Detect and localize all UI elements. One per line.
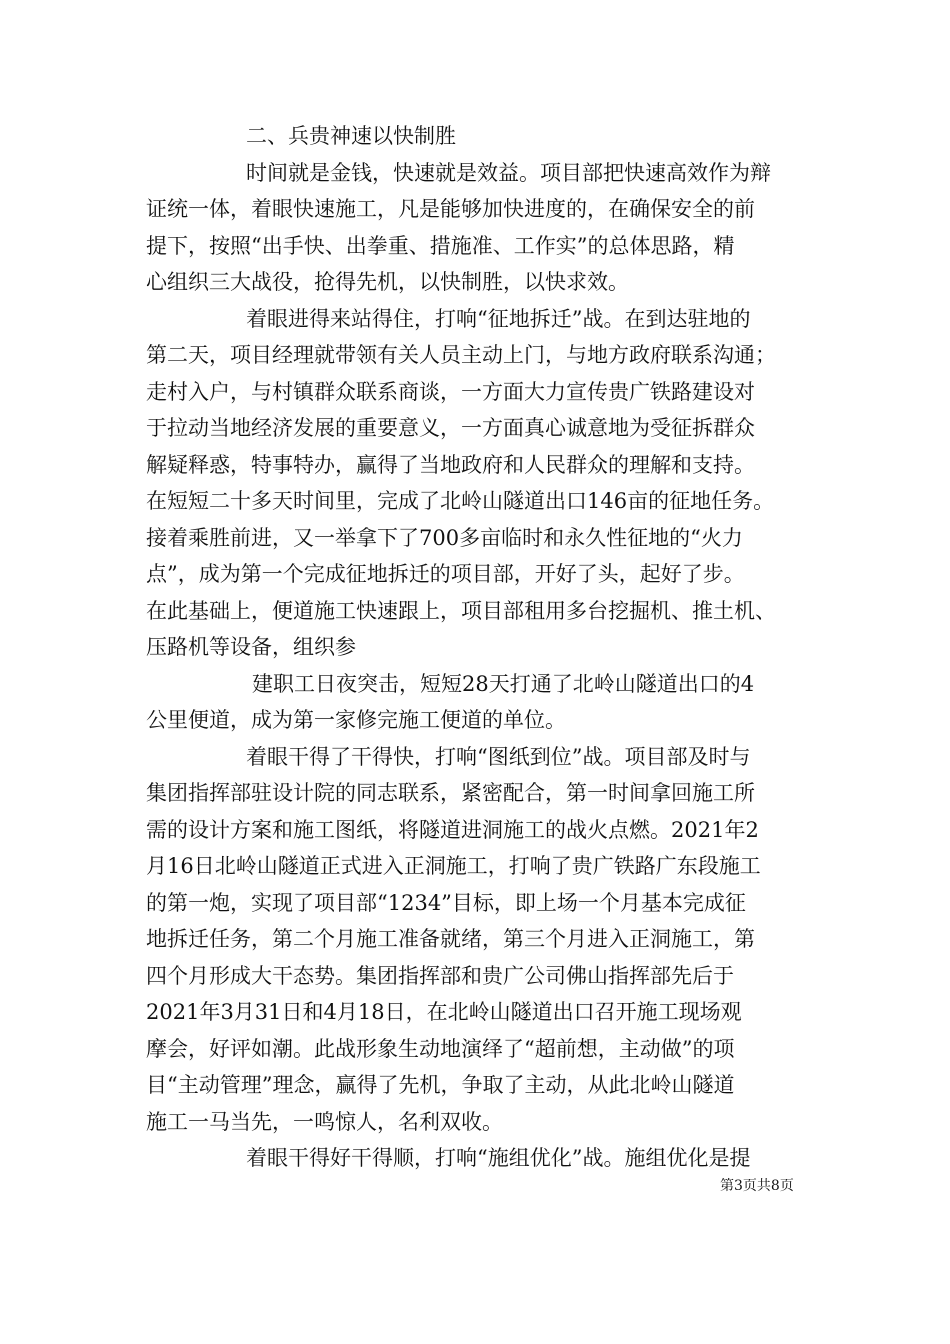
page-number-footer: 第3页共8页 [720, 1178, 794, 1194]
text-line: 目“主动管理”理念，赢得了先机，争取了主动，从此北岭山隧道 [146, 1073, 735, 1097]
text-line: 第二天，项目经理就带领有关人员主动上门，与地方政府联系沟通； [146, 343, 776, 367]
text-line: 走村入户，与村镇群众联系商谈，一方面大力宣传贵广铁路建设对 [146, 379, 755, 404]
text-line: 心组织三大战役，抢得先机，以快制胜，以快求效。 [146, 270, 629, 294]
text-line: 时间就是金钱，快速就是效益。项目部把快速高效作为辩 [246, 160, 771, 185]
text-line: 于拉动当地经济发展的重要意义，一方面真心诚意地为受征拆群众 [146, 416, 755, 440]
text-line: 建职工日夜突击，短短28天打通了北岭山隧道出口的4 [252, 671, 755, 696]
text-line: 在此基础上，便道施工快速跟上，项目部租用多台挖掘机、推土机、 [146, 598, 776, 623]
text-line: 接着乘胜前进，又一举拿下了700多亩临时和永久性征地的“火力 [146, 525, 743, 550]
text-line: 地拆迁任务，第二个月施工准备就绪，第三个月进入正洞施工，第 [146, 927, 755, 951]
text-line: 公里便道，成为第一家修完施工便道的单位。 [146, 708, 566, 732]
text-line: 施工一马当先，一鸣惊人，名利双收。 [146, 1109, 503, 1134]
text-line: 着眼干得好干得顺，打响“施组优化”战。施组优化是提 [246, 1146, 751, 1170]
text-line: 需的设计方案和施工图纸，将隧道进洞施工的战火点燃。2021年2 [146, 817, 759, 842]
text-line: 提下，按照“出手快、出拳重、措施准、工作实”的总体思路，精 [146, 233, 735, 258]
text-line: 着眼干得了干得快，打响“图纸到位”战。项目部及时与 [246, 744, 751, 769]
text-line: 在短短二十多天时间里，完成了北岭山隧道出口146亩的征地任务。 [146, 489, 775, 513]
text-line: 的第一炮，实现了项目部“1234”目标，即上场一个月基本完成征 [146, 890, 746, 915]
text-line: 月16日北岭山隧道正式进入正洞施工，打响了贵广铁路广东段施工 [146, 854, 761, 878]
text-line: 四个月形成大干态势。集团指挥部和贵广公司佛山指挥部先后于 [146, 963, 734, 988]
text-line: 点”，成为第一个完成征地拆迁的项目部，开好了头，起好了步。 [146, 562, 745, 586]
text-line: 2021年3月31日和4月18日，在北岭山隧道出口召开施工现场观 [146, 1000, 742, 1024]
text-line: 着眼进得来站得住，打响“征地拆迁”战。在到达驻地的 [246, 306, 751, 331]
text-line: 解疑释惑，特事特办，赢得了当地政府和人民群众的理解和支持。 [146, 452, 755, 477]
text-line: 压路机等设备，组织参 [146, 635, 356, 659]
text-line: 二、兵贵神速以快制胜 [246, 124, 456, 148]
document-body [146, 118, 806, 1177]
text-line: 摩会，好评如潮。此战形象生动地演绎了“超前想，主动做”的项 [146, 1036, 735, 1061]
text-line: 证统一体，着眼快速施工，凡是能够加快进度的，在确保安全的前 [146, 197, 755, 221]
text-line: 集团指挥部驻设计院的同志联系，紧密配合，第一时间拿回施工所 [146, 781, 755, 805]
